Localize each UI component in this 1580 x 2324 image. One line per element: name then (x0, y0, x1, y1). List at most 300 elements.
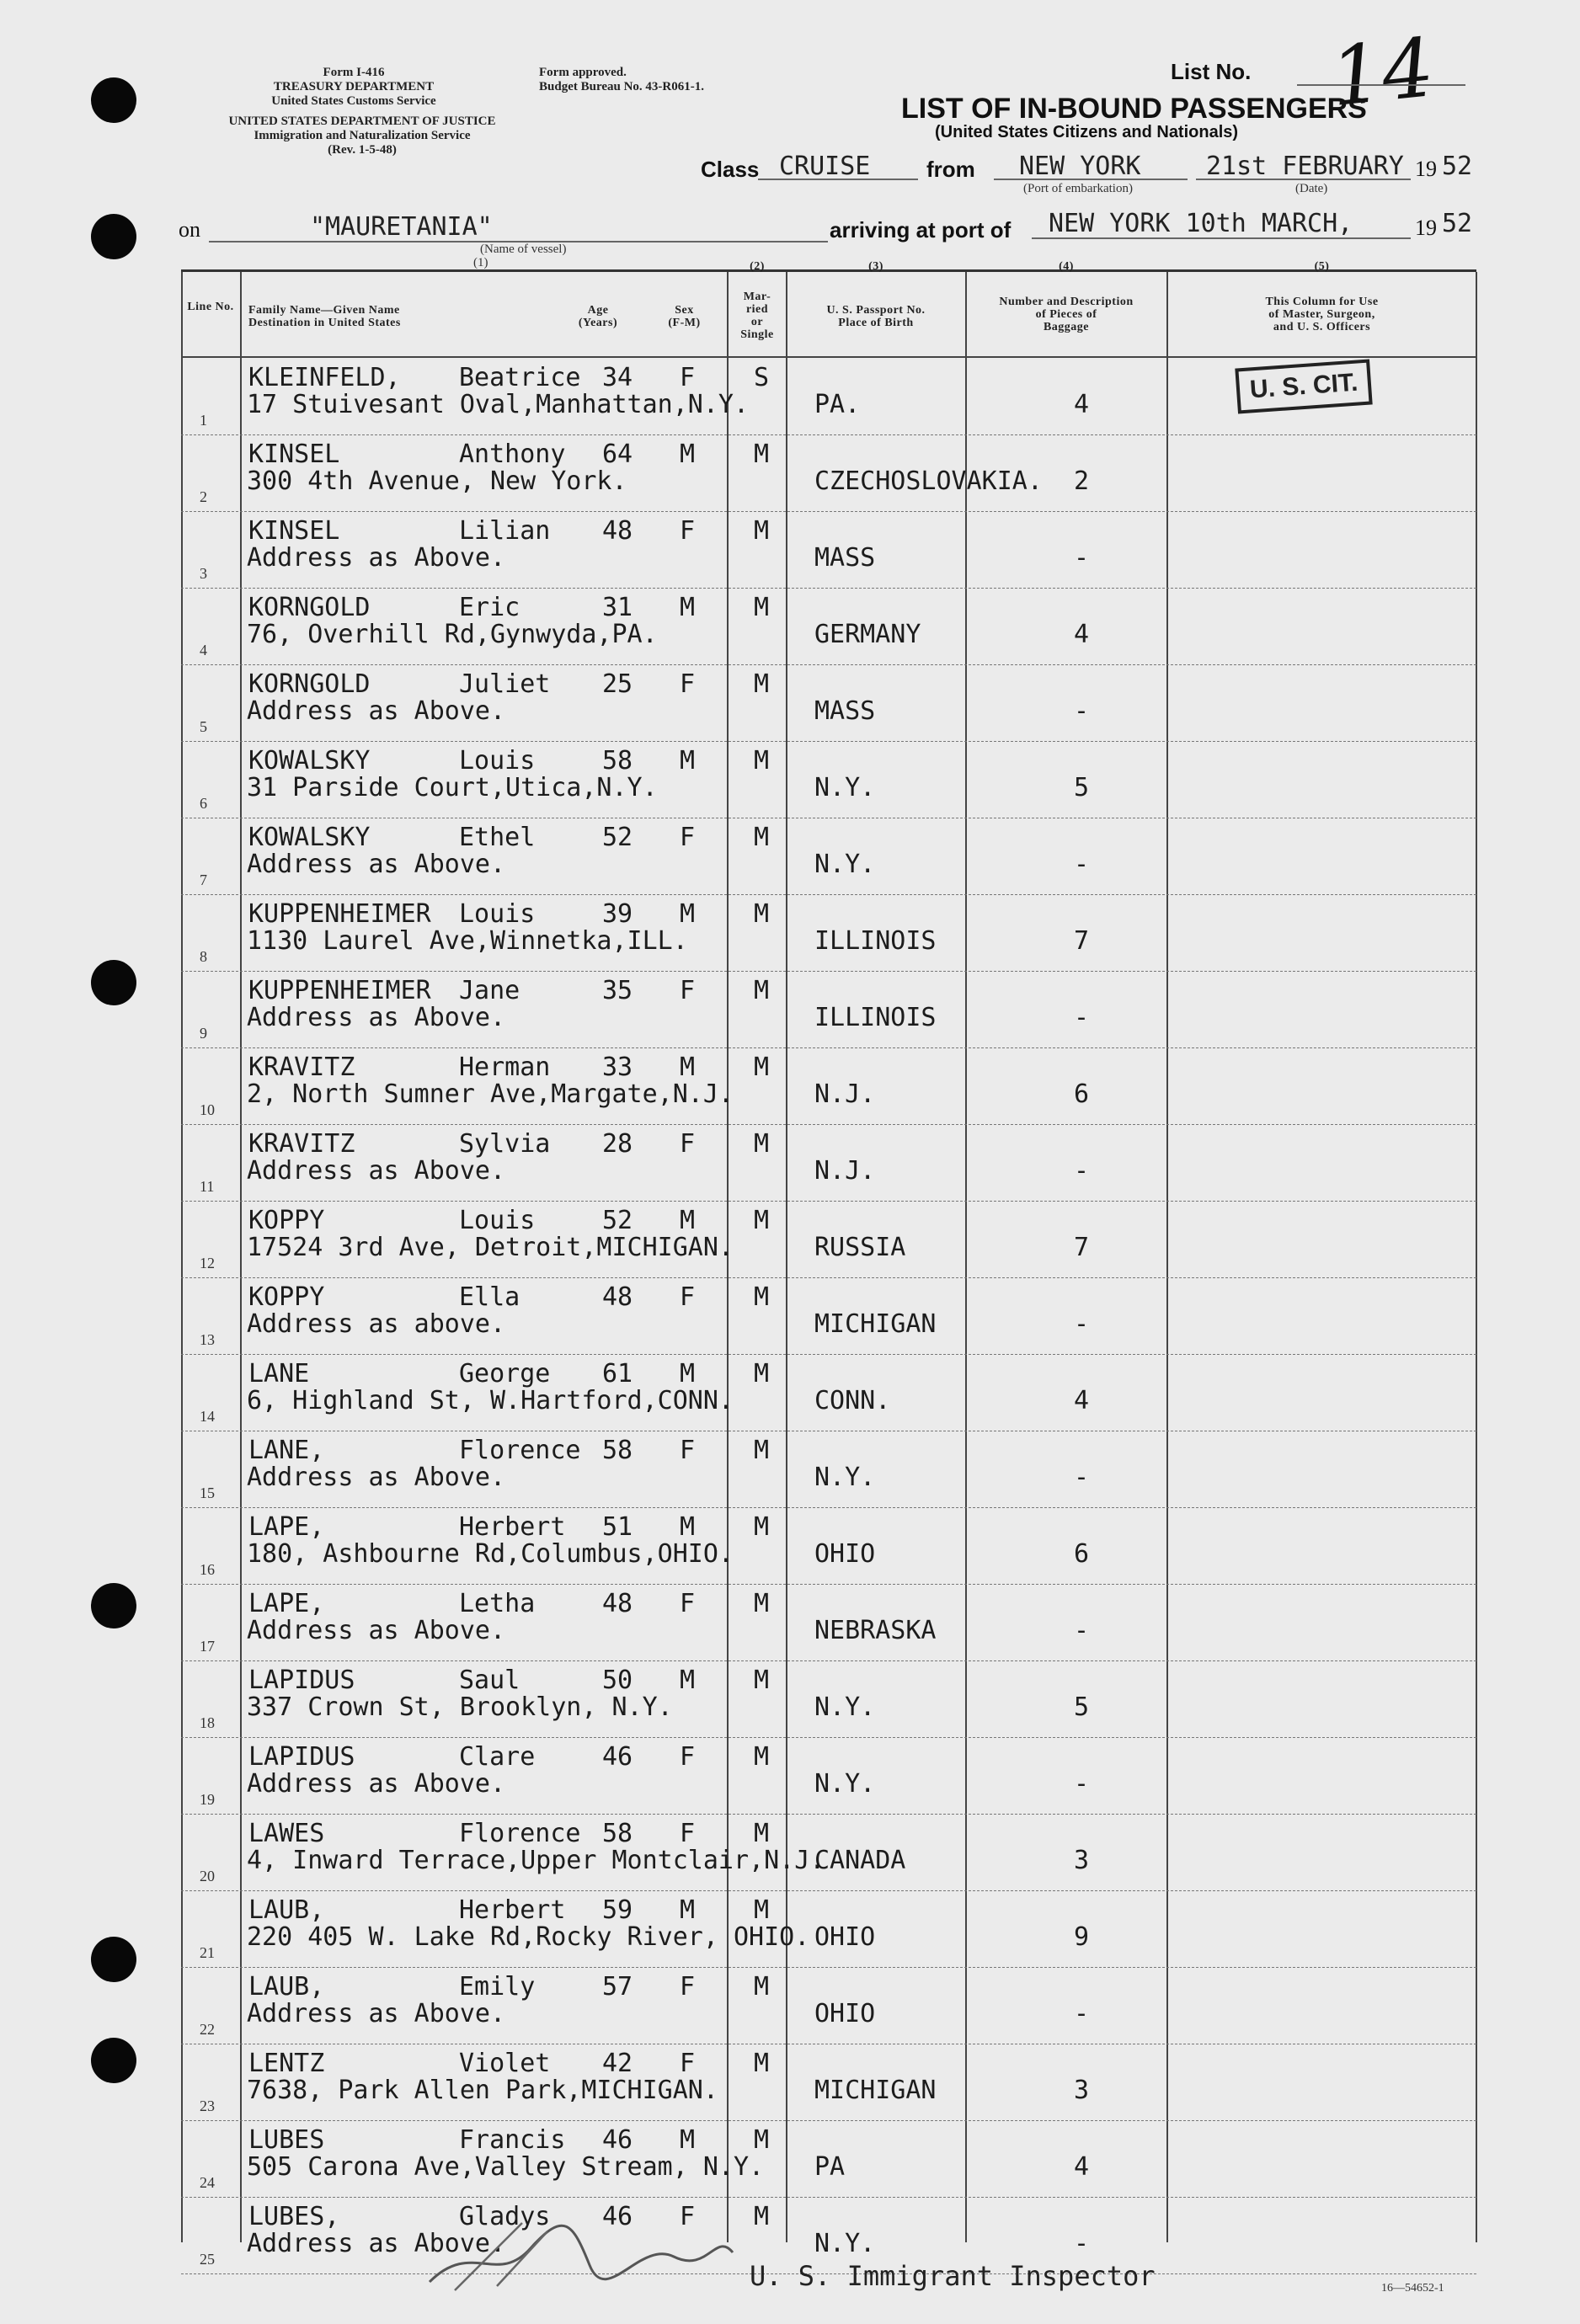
form-code: 16—54652-1 (1381, 2282, 1444, 2295)
place-of-birth: RUSSIA (814, 1233, 906, 1262)
family-name: KINSEL (248, 516, 340, 546)
sex: M (680, 440, 696, 469)
marital-status: M (754, 1972, 770, 2002)
place-of-birth: GERMANY (814, 620, 921, 649)
family-name: KUPPENHEIMER (248, 976, 431, 1005)
age: 48 (602, 516, 633, 546)
header-married (729, 290, 786, 341)
destination-address: 337 Crown St, Brooklyn, N.Y. (247, 1692, 673, 1722)
age: 34 (602, 363, 633, 392)
given-name: Sylvia (459, 1129, 551, 1159)
baggage-count: 9 (1074, 1922, 1090, 1952)
destination-address: Address as Above. (247, 850, 506, 879)
line-number: 23 (200, 2097, 215, 2114)
given-name: Ethel (459, 823, 536, 852)
sex: F (680, 1972, 696, 2002)
destination-address: 76, Overhill Rd,Gynwyda,PA. (247, 620, 658, 649)
embarkation-caption: (Port of embarkation) (1023, 182, 1133, 195)
destination-address: 7638, Park Allen Park,MICHIGAN. (247, 2076, 718, 2105)
destination-address: Address as above. (247, 1309, 506, 1339)
place-of-birth: N.Y. (814, 1692, 876, 1722)
sex: F (680, 1436, 696, 1465)
table-row (181, 1124, 1476, 1202)
table-row (181, 818, 1476, 895)
marital-status: M (754, 899, 770, 929)
arrival-underline (1032, 237, 1411, 239)
baggage-count: 5 (1074, 773, 1090, 802)
binder-hole (91, 2038, 136, 2083)
given-name: Louis (459, 1206, 536, 1235)
family-name: KOPPY (248, 1282, 325, 1312)
destination-address: Address as Above. (247, 1003, 506, 1032)
family-name: LENTZ (248, 2049, 325, 2078)
header-sex (649, 304, 720, 329)
form-number: Form I-416 (323, 66, 385, 79)
given-name: Louis (459, 746, 536, 776)
age: 25 (602, 669, 633, 699)
list-no-underline (1297, 84, 1465, 86)
year1-prefix: 19 (1415, 157, 1437, 181)
baggage-count: - (1074, 2229, 1090, 2258)
marital-status: M (754, 1895, 770, 1925)
age: 46 (602, 2125, 633, 2155)
given-name: Florence (459, 1436, 581, 1465)
age: 57 (602, 1972, 633, 2002)
table-row (181, 1047, 1476, 1125)
given-name: Violet (459, 2049, 551, 2078)
baggage-count: - (1074, 850, 1090, 879)
header-num2: (2) (750, 260, 765, 273)
destination-address: Address as Above. (247, 1999, 506, 2028)
document-subtitle: (United States Citizens and Nationals) (935, 123, 1239, 141)
age: 58 (602, 746, 633, 776)
sex: F (680, 1819, 696, 1848)
place-of-birth: MASS (814, 696, 876, 726)
marital-status: M (754, 1589, 770, 1618)
baggage-count: 4 (1074, 2152, 1090, 2182)
line-number: 15 (200, 1484, 215, 1501)
marital-status: M (754, 440, 770, 469)
age: 58 (602, 1436, 633, 1465)
age: 50 (602, 1666, 633, 1695)
age: 61 (602, 1359, 633, 1389)
age: 51 (602, 1512, 633, 1542)
line-number: 6 (200, 795, 207, 812)
place-of-birth: N.Y. (814, 850, 876, 879)
family-name: KORNGOLD (248, 593, 371, 622)
header-name (248, 304, 535, 329)
class-label: Class (701, 157, 760, 182)
baggage-count: - (1074, 1999, 1090, 2028)
age: 39 (602, 899, 633, 929)
table-row (181, 1354, 1476, 1431)
table-row (181, 2044, 1476, 2121)
on-label: on (179, 217, 200, 242)
inspector-label: U. S. Immigrant Inspector (750, 2260, 1156, 2292)
family-name: LUBES, (248, 2202, 340, 2231)
given-name: Beatrice (459, 363, 581, 392)
sex: M (680, 1206, 696, 1235)
table-row (181, 1737, 1476, 1815)
line-number: 12 (200, 1255, 215, 1271)
binder-hole (91, 1583, 136, 1628)
family-name: KLEINFELD, (248, 363, 401, 392)
marital-status: M (754, 1359, 770, 1389)
place-of-birth: PA. (814, 390, 861, 419)
marital-status: M (754, 1512, 770, 1542)
table-row (181, 511, 1476, 589)
place-of-birth: ILLINOIS (814, 926, 937, 956)
list-no-value: 14 (1326, 19, 1439, 125)
baggage-count: - (1074, 1309, 1090, 1339)
place-of-birth: CANADA (814, 1846, 906, 1875)
baggage-count: 4 (1074, 620, 1090, 649)
baggage-count: 4 (1074, 390, 1090, 419)
destination-address: 31 Parside Court,Utica,N.Y. (247, 773, 658, 802)
baggage-count: - (1074, 543, 1090, 573)
customs-service: United States Customs Service (271, 94, 436, 108)
header-num5: (5) (1314, 260, 1330, 273)
line-number: 21 (200, 1944, 215, 1961)
marital-status: M (754, 1742, 770, 1772)
place-of-birth: N.Y. (814, 1769, 876, 1799)
given-name: Florence (459, 1819, 581, 1848)
given-name: Francis (459, 2125, 566, 2155)
age: 31 (602, 593, 633, 622)
line-number: 13 (200, 1331, 215, 1348)
sex: F (680, 669, 696, 699)
document-title: LIST OF IN-BOUND PASSENGERS (901, 93, 1367, 125)
line-number: 24 (200, 2174, 215, 2191)
budget-bureau: Budget Bureau No. 43-R061-1. (539, 80, 704, 93)
sex: F (680, 1282, 696, 1312)
destination-address: 180, Ashbourne Rd,Columbus,OHIO. (247, 1539, 734, 1569)
destination-address: 6, Highland St, W.Hartford,CONN. (247, 1386, 734, 1415)
year2-prefix: 19 (1415, 216, 1437, 240)
destination-address: Address as Above. (247, 2229, 506, 2258)
baggage-count: 7 (1074, 926, 1090, 956)
sex: F (680, 976, 696, 1005)
sex: F (680, 823, 696, 852)
baggage-count: - (1074, 1769, 1090, 1799)
age: 42 (602, 2049, 633, 2078)
place-of-birth: CONN. (814, 1386, 891, 1415)
table-row (181, 971, 1476, 1048)
marital-status: M (754, 1282, 770, 1312)
place-of-birth: ILLINOIS (814, 1003, 937, 1032)
vessel-caption: (Name of vessel) (480, 243, 567, 256)
inspector-signature-icon (421, 2202, 741, 2299)
marital-status: M (754, 1129, 770, 1159)
age: 46 (602, 2202, 633, 2231)
date-caption: (Date) (1295, 182, 1328, 195)
line-number: 22 (200, 2021, 215, 2038)
baggage-count: - (1074, 1616, 1090, 1645)
header-passport (787, 304, 964, 329)
baggage-count: 2 (1074, 466, 1090, 496)
binder-hole (91, 214, 136, 259)
year2-value: 52 (1442, 209, 1473, 238)
marital-status: M (754, 516, 770, 546)
arrival-port-date: NEW YORK 10th MARCH, (1049, 209, 1353, 238)
marital-status: M (754, 593, 770, 622)
sex: F (680, 2049, 696, 2078)
marital-status: M (754, 1819, 770, 1848)
age: 64 (602, 440, 633, 469)
family-name: KINSEL (248, 440, 340, 469)
header-baggage-text: Number and Description of Pieces of Baggage (999, 296, 1134, 333)
table-row (181, 1431, 1476, 1508)
family-name: LAWES (248, 1819, 325, 1848)
form-block (253, 66, 455, 109)
marital-status: M (754, 1053, 770, 1082)
embarkation-date: 21st FEBRUARY (1206, 152, 1404, 181)
age: 59 (602, 1895, 633, 1925)
destination-address: 1130 Laurel Ave,Winnetka,ILL. (247, 926, 688, 956)
marital-status: M (754, 746, 770, 776)
given-name: Anthony (459, 440, 566, 469)
from-underline (994, 179, 1188, 180)
given-name: Juliet (459, 669, 551, 699)
table-row (181, 1507, 1476, 1585)
baggage-count: 6 (1074, 1079, 1090, 1109)
sex: F (680, 2202, 696, 2231)
given-name: Clare (459, 1742, 536, 1772)
embarkation-port: NEW YORK (1019, 152, 1141, 181)
given-name: Letha (459, 1589, 536, 1618)
destination-address: Address as Above. (247, 1769, 506, 1799)
table-row (181, 894, 1476, 972)
table-row (181, 1660, 1476, 1738)
place-of-birth: OHIO (814, 1922, 876, 1952)
baggage-count: - (1074, 1463, 1090, 1492)
age: 46 (602, 1742, 633, 1772)
family-name: LAUB, (248, 1972, 325, 2002)
baggage-count: 7 (1074, 1233, 1090, 1262)
baggage-count: 5 (1074, 1692, 1090, 1722)
binder-hole (91, 1937, 136, 1982)
line-number: 8 (200, 948, 207, 965)
given-name: Herbert (459, 1512, 566, 1542)
passenger-table (181, 260, 1476, 2268)
table-row (181, 664, 1476, 742)
table-row (181, 1814, 1476, 1891)
family-name: KORNGOLD (248, 669, 371, 699)
header-baggage (967, 296, 1166, 333)
treasury-dept: TREASURY DEPARTMENT (273, 80, 435, 93)
marital-status: M (754, 1206, 770, 1235)
age: 52 (602, 1206, 633, 1235)
place-of-birth: PA (814, 2152, 846, 2182)
line-number: 17 (200, 1638, 215, 1655)
form-approved: Form approved. (539, 66, 627, 79)
header-line-no (184, 301, 237, 313)
given-name: Lilian (459, 516, 551, 546)
binder-hole (91, 77, 136, 123)
table-row (181, 588, 1476, 665)
line-number: 4 (200, 642, 207, 658)
table-row (181, 1967, 1476, 2044)
given-name: Emily (459, 1972, 536, 2002)
revision: (Rev. 1-5-48) (328, 143, 397, 157)
family-name: LAPIDUS (248, 1666, 355, 1695)
line-number: 5 (200, 718, 207, 735)
line-number: 20 (200, 1868, 215, 1884)
place-of-birth: OHIO (814, 1539, 876, 1569)
baggage-count: 3 (1074, 2076, 1090, 2105)
year1-value: 52 (1442, 152, 1473, 181)
sex: M (680, 1512, 696, 1542)
marital-status: M (754, 1666, 770, 1695)
place-of-birth: N.Y. (814, 1463, 876, 1492)
family-name: KUPPENHEIMER (248, 899, 431, 929)
age: 48 (602, 1589, 633, 1618)
family-name: KOPPY (248, 1206, 325, 1235)
table-row (181, 1890, 1476, 1968)
table-row (181, 741, 1476, 818)
place-of-birth: N.J. (814, 1156, 876, 1186)
marital-status: M (754, 669, 770, 699)
line-number: 3 (200, 565, 207, 582)
marital-status: M (754, 1436, 770, 1465)
place-of-birth: MASS (814, 543, 876, 573)
marital-status: M (754, 823, 770, 852)
header-married-text: Mar- ried or Single (740, 290, 774, 341)
binder-hole (91, 960, 136, 1005)
header-age-text: Age (Years) (578, 304, 618, 329)
arriving-label: arriving at port of (830, 217, 1012, 243)
header-officers (1168, 296, 1476, 333)
us-citizen-stamp: U. S. CIT. (1235, 359, 1373, 413)
place-of-birth: MICHIGAN (814, 2076, 937, 2105)
given-name: Jane (459, 976, 520, 1005)
date-underline (1196, 179, 1411, 180)
age: 35 (602, 976, 633, 1005)
sex: F (680, 1742, 696, 1772)
table-row (181, 1277, 1476, 1355)
line-number: 7 (200, 872, 207, 888)
family-name: LAPE, (248, 1589, 325, 1618)
destination-address: Address as Above. (247, 1616, 506, 1645)
header-age (560, 304, 636, 329)
marital-status: M (754, 2049, 770, 2078)
sex: M (680, 593, 696, 622)
marital-status: M (754, 2202, 770, 2231)
family-name: LUBES (248, 2125, 325, 2155)
header-officers-text: This Column for Use of Master, Surgeon, and U. S. Officers (1265, 296, 1379, 333)
age: 48 (602, 1282, 633, 1312)
age: 28 (602, 1129, 633, 1159)
family-name: KOWALSKY (248, 746, 371, 776)
given-name: Saul (459, 1666, 520, 1695)
family-name: KOWALSKY (248, 823, 371, 852)
table-row (181, 2120, 1476, 2198)
given-name: Ella (459, 1282, 520, 1312)
given-name: George (459, 1359, 551, 1389)
table-row (181, 434, 1476, 512)
sex: M (680, 1666, 696, 1695)
marital-status: M (754, 2125, 770, 2155)
line-number: 19 (200, 1791, 215, 1808)
class-value: CRUISE (779, 152, 871, 181)
baggage-count: 4 (1074, 1386, 1090, 1415)
line-number: 14 (200, 1408, 215, 1425)
table-row (181, 1201, 1476, 1278)
destination-address: 220 405 W. Lake Rd,Rocky River, OHIO. (247, 1922, 810, 1952)
sex: M (680, 2125, 696, 2155)
sex: F (680, 1589, 696, 1618)
destination-address: Address as Above. (247, 1463, 506, 1492)
line-number: 1 (200, 412, 207, 429)
destination-address: 505 Carona Ave,Valley Stream, N.Y. (247, 2152, 765, 2182)
line-number: 16 (200, 1561, 215, 1578)
destination-address: 4, Inward Terrace,Upper Montclair,N.J. (247, 1846, 825, 1875)
sex: M (680, 899, 696, 929)
destination-address: Address as Above. (247, 543, 506, 573)
ins-service: Immigration and Naturalization Service (254, 129, 471, 142)
header-line-no-text: Line No. (187, 301, 234, 313)
header-passport-text: U. S. Passport No. Place of Birth (826, 304, 926, 329)
place-of-birth: N.Y. (814, 2229, 876, 2258)
given-name: Gladys (459, 2202, 551, 2231)
sex: F (680, 363, 696, 392)
line-number: 11 (200, 1178, 215, 1195)
header-num3: (3) (868, 260, 883, 273)
header-sex-text: Sex (F-M) (668, 304, 701, 329)
line-number: 25 (200, 2251, 215, 2268)
baggage-count: - (1074, 1156, 1090, 1186)
family-name: LANE (248, 1359, 310, 1389)
line-number: 10 (200, 1101, 215, 1118)
justice-dept: UNITED STATES DEPARTMENT OF JUSTICE (228, 115, 496, 128)
baggage-count: - (1074, 696, 1090, 726)
sex: F (680, 516, 696, 546)
marital-status: M (754, 976, 770, 1005)
family-name: LAUB, (248, 1895, 325, 1925)
place-of-birth: OHIO (814, 1999, 876, 2028)
destination-address: Address as Above. (247, 1156, 506, 1186)
from-label: from (926, 157, 975, 182)
sex: M (680, 1895, 696, 1925)
age: 33 (602, 1053, 633, 1082)
family-name: LAPE, (248, 1512, 325, 1542)
destination-address: 17524 3rd Ave, Detroit,MICHIGAN. (247, 1233, 734, 1262)
place-of-birth: N.Y. (814, 773, 876, 802)
list-no-label: List No. (1171, 59, 1252, 84)
age: 52 (602, 823, 633, 852)
destination-address: 2, North Sumner Ave,Margate,N.J. (247, 1079, 734, 1109)
family-name: LAPIDUS (248, 1742, 355, 1772)
baggage-count: 3 (1074, 1846, 1090, 1875)
place-of-birth: NEBRASKA (814, 1616, 937, 1645)
justice-block (173, 115, 552, 157)
family-name: KRAVITZ (248, 1053, 355, 1082)
line-number: 9 (200, 1025, 207, 1042)
destination-address: Address as Above. (247, 696, 506, 726)
place-of-birth: CZECHOSLOVAKIA. (814, 466, 1043, 496)
vessel-col-number: (1) (473, 256, 488, 269)
sex: M (680, 1359, 696, 1389)
place-of-birth: N.J. (814, 1079, 876, 1109)
age: 58 (602, 1819, 633, 1848)
sex: M (680, 1053, 696, 1082)
family-name: KRAVITZ (248, 1129, 355, 1159)
line-number: 18 (200, 1714, 215, 1731)
baggage-count: - (1074, 1003, 1090, 1032)
given-name: Eric (459, 593, 520, 622)
table-row (181, 1584, 1476, 1661)
destination-address: 300 4th Avenue, New York. (247, 466, 627, 496)
